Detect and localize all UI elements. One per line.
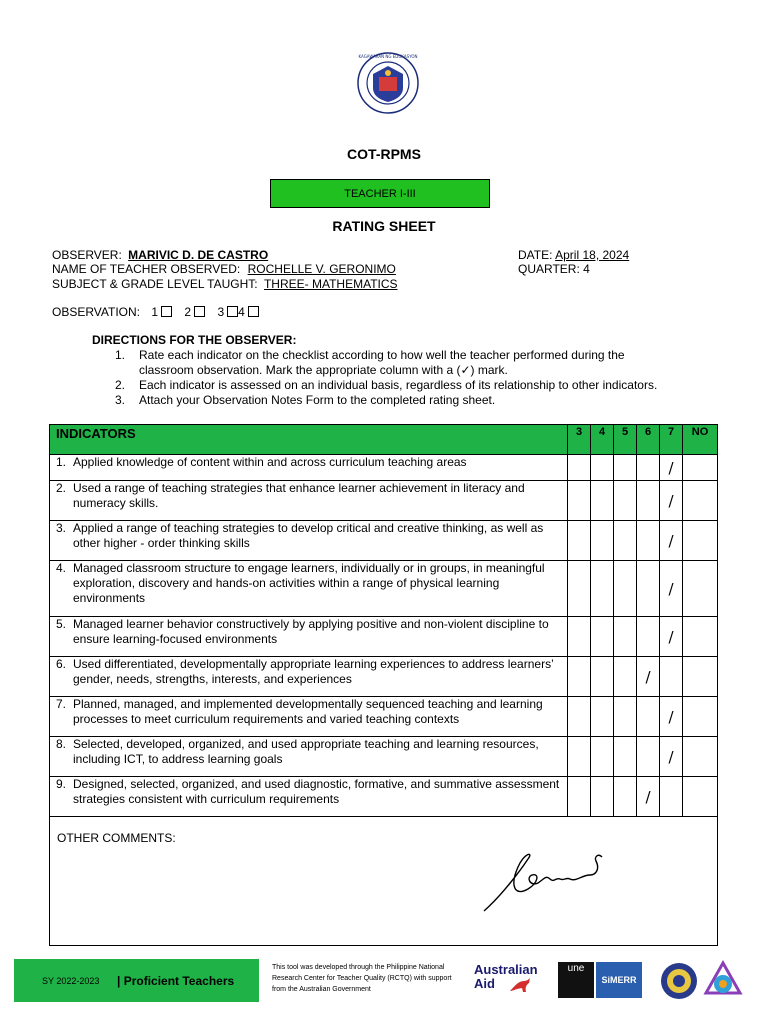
indicator-number: 7.	[56, 697, 67, 711]
rating-cell-3[interactable]	[568, 697, 591, 737]
direction-number: 3.	[115, 393, 126, 407]
direction-text: Each indicator is assessed on an individual basis, regardless of its relationship to other indicators.	[139, 378, 658, 392]
column-header-no: NO	[683, 425, 718, 455]
indicators-table	[49, 424, 718, 946]
rating-cell-no[interactable]	[683, 617, 718, 657]
rating-cell-7[interactable]	[660, 455, 683, 481]
rating-cell-4[interactable]	[591, 657, 614, 697]
rating-cell-4[interactable]	[591, 697, 614, 737]
rating-cell-7[interactable]	[660, 657, 683, 697]
rating-cell-no[interactable]	[683, 561, 718, 617]
indicator-number: 3.	[56, 521, 67, 535]
quarter-line: QUARTER: 4	[518, 262, 590, 276]
observation-checkbox-4[interactable]	[248, 306, 259, 317]
rating-cell-5[interactable]	[614, 455, 637, 481]
indicator-row	[50, 561, 718, 617]
rating-cell-7[interactable]	[660, 697, 683, 737]
rating-cell-3[interactable]	[568, 561, 591, 617]
observer-signature	[480, 845, 605, 917]
rating-cell-no[interactable]	[683, 455, 718, 481]
teacher-name: ROCHELLE V. GERONIMO	[247, 262, 396, 276]
observation-checkbox-3[interactable]	[227, 306, 238, 317]
comments-row	[50, 817, 718, 946]
rating-cell-4[interactable]	[591, 617, 614, 657]
observation-option-3-label: 3	[217, 305, 225, 319]
rating-cell-5[interactable]	[614, 777, 637, 817]
observer-name: MARIVIC D. DE CASTRO	[128, 248, 269, 262]
indicator-text-cell	[50, 737, 568, 777]
rating-cell-no[interactable]	[683, 697, 718, 737]
indicator-content	[56, 617, 561, 647]
indicator-text: Selected, developed, organized, and used appropriate teaching and learning resources, including ICT, to address learning goals	[73, 737, 539, 766]
rating-cell-6[interactable]	[637, 561, 660, 617]
direction-item	[115, 378, 675, 393]
direction-item	[115, 393, 675, 408]
sheet-title: RATING SHEET	[332, 218, 436, 234]
indicator-content	[56, 561, 561, 606]
deped-seal-logo	[357, 52, 419, 114]
australian-aid-logo	[474, 963, 538, 991]
smerr-logo-text: SiMERR	[601, 975, 637, 985]
indicator-row	[50, 455, 718, 481]
subject-value: THREE- MATHEMATICS	[263, 277, 398, 291]
direction-text: Attach your Observation Notes Form to the completed rating sheet.	[139, 393, 496, 407]
rating-mark: /	[668, 579, 674, 598]
aus-aid-line-2: Aid	[474, 976, 495, 991]
table-header-row	[50, 425, 718, 455]
subject-label: SUBJECT & GRADE LEVEL TAUGHT:	[52, 277, 258, 291]
rctq-logo	[702, 960, 744, 1002]
indicator-row	[50, 521, 718, 561]
teacher-level-badge: TEACHER I-III	[270, 179, 490, 208]
indicator-number: 5.	[56, 617, 67, 631]
observation-row	[52, 305, 268, 319]
direction-number: 1.	[115, 348, 126, 362]
rating-cell-6[interactable]	[637, 737, 660, 777]
date-line	[518, 248, 629, 262]
observation-checkbox-1[interactable]	[161, 306, 172, 317]
observation-checkbox-2[interactable]	[194, 306, 205, 317]
rating-cell-3[interactable]	[568, 737, 591, 777]
rating-mark: /	[645, 787, 651, 806]
rating-cell-5[interactable]	[614, 697, 637, 737]
date-value: April 18, 2024	[555, 248, 630, 262]
rating-cell-7[interactable]	[660, 617, 683, 657]
rating-cell-no[interactable]	[683, 481, 718, 521]
rating-cell-no[interactable]	[683, 737, 718, 777]
indicator-content	[56, 455, 561, 470]
indicator-text-cell	[50, 657, 568, 697]
rating-cell-4[interactable]	[591, 455, 614, 481]
rating-cell-3[interactable]	[568, 777, 591, 817]
indicator-row	[50, 737, 718, 777]
indicator-number: 8.	[56, 737, 67, 751]
indicator-text: Managed learner behavior constructively by applying positive and non-violent discipline to ensure learning-focused environments	[73, 617, 549, 646]
form-title: COT-RPMS	[347, 146, 421, 162]
rating-cell-6[interactable]	[637, 481, 660, 521]
rating-cell-no[interactable]	[683, 777, 718, 817]
indicator-row	[50, 481, 718, 521]
teacher-label: NAME OF TEACHER OBSERVED:	[52, 262, 241, 276]
indicator-row	[50, 617, 718, 657]
rating-cell-7[interactable]	[660, 521, 683, 561]
direction-number: 2.	[115, 378, 126, 392]
subject-line	[52, 277, 398, 291]
rating-cell-5[interactable]	[614, 617, 637, 657]
aus-aid-line-1: Australian	[474, 962, 538, 977]
directions-list	[115, 348, 675, 408]
rating-cell-6[interactable]	[637, 521, 660, 561]
observation-label: OBSERVATION:	[52, 305, 141, 319]
indicator-number: 9.	[56, 777, 67, 791]
rating-cell-no[interactable]	[683, 657, 718, 697]
audience-label: | Proficient Teachers	[117, 974, 235, 988]
rating-cell-4[interactable]	[591, 777, 614, 817]
rating-cell-6[interactable]	[637, 657, 660, 697]
development-note: This tool was developed through the Philippine National Research Center for Teacher Quality (RCTQ) with support from the Australian Government	[272, 964, 452, 993]
rating-cell-7[interactable]	[660, 737, 683, 777]
rating-cell-4[interactable]	[591, 737, 614, 777]
direction-item	[115, 348, 675, 378]
indicator-text: Used differentiated, developmentally appropriate learning experiences to address learners’ gender, needs, strengths, interests, and experiences	[73, 657, 554, 686]
observation-option-2-label: 2	[184, 305, 192, 319]
rating-cell-3[interactable]	[568, 617, 591, 657]
smerr-logo	[596, 962, 642, 998]
rating-mark: /	[668, 707, 674, 726]
rating-cell-4[interactable]	[591, 521, 614, 561]
rating-cell-3[interactable]	[568, 455, 591, 481]
indicator-row	[50, 777, 718, 817]
rating-mark: /	[668, 627, 674, 646]
indicator-text-cell	[50, 697, 568, 737]
rating-cell-5[interactable]	[614, 737, 637, 777]
indicator-content	[56, 697, 561, 727]
rating-cell-7[interactable]	[660, 561, 683, 617]
rating-cell-5[interactable]	[614, 657, 637, 697]
indicator-content	[56, 657, 561, 687]
column-header-5: 5	[614, 425, 637, 455]
svg-text:KAGAWARAN NG EDUKASYON: KAGAWARAN NG EDUKASYON	[358, 54, 418, 59]
indicator-content	[56, 521, 561, 551]
indicator-number: 4.	[56, 561, 67, 575]
university-seal-logo	[660, 962, 698, 1000]
rating-mark: /	[645, 667, 651, 686]
une-logo	[558, 962, 594, 998]
directions-heading: DIRECTIONS FOR THE OBSERVER:	[92, 333, 297, 347]
rating-cell-3[interactable]	[568, 657, 591, 697]
une-logo-text: une	[567, 963, 585, 974]
rating-cell-4[interactable]	[591, 481, 614, 521]
indicator-row	[50, 657, 718, 697]
rating-cell-7[interactable]	[660, 481, 683, 521]
indicator-text: Planned, managed, and implemented developmentally sequenced teaching and learning processes to meet curriculum requirements and varied teaching contexts	[73, 697, 543, 726]
rating-mark: /	[668, 747, 674, 766]
direction-text: Rate each indicator on the checklist according to how well the teacher performed during the classroom observation. Mark the appropriate column with a (✓) mark.	[139, 348, 625, 377]
rating-mark: /	[668, 531, 674, 550]
date-label: DATE:	[518, 248, 553, 262]
indicator-number: 2.	[56, 481, 67, 495]
indicator-text-cell	[50, 617, 568, 657]
column-header-6: 6	[637, 425, 660, 455]
comments-label: OTHER COMMENTS:	[57, 831, 176, 845]
rating-cell-6[interactable]	[637, 617, 660, 657]
comments-cell[interactable]	[50, 817, 718, 946]
column-header-4: 4	[591, 425, 614, 455]
school-year: SY 2022-2023	[42, 976, 100, 986]
indicators-header: INDICATORS	[50, 425, 568, 455]
indicator-text: Designed, selected, organized, and used diagnostic, formative, and summative assessment strategies consistent with curriculum requirements	[73, 777, 560, 806]
rating-cell-5[interactable]	[614, 521, 637, 561]
indicator-text-cell	[50, 455, 568, 481]
rating-cell-6[interactable]	[637, 697, 660, 737]
kangaroo-icon	[508, 977, 532, 993]
rating-cell-5[interactable]	[614, 481, 637, 521]
rating-cell-7[interactable]	[660, 777, 683, 817]
rating-cell-5[interactable]	[614, 561, 637, 617]
rating-cell-no[interactable]	[683, 521, 718, 561]
observer-line	[52, 248, 268, 262]
indicator-text: Applied a range of teaching strategies to develop critical and creative thinking, as well as other higher - order thinking skills	[73, 521, 544, 550]
rating-mark: /	[668, 458, 674, 477]
observer-label: OBSERVER:	[52, 248, 122, 262]
observation-option-1-label: 1	[151, 305, 159, 319]
column-header-7: 7	[660, 425, 683, 455]
rating-mark: /	[668, 491, 674, 510]
observation-option-4-label: 4	[238, 305, 245, 319]
indicator-number: 6.	[56, 657, 67, 671]
rating-cell-6[interactable]	[637, 777, 660, 817]
indicator-content	[56, 737, 561, 767]
column-header-3: 3	[568, 425, 591, 455]
indicator-content	[56, 777, 561, 807]
indicator-text: Managed classroom structure to engage learners, individually or in groups, in meaningful exploration, discovery and hands-on activities within a range of physical learning environments	[73, 561, 545, 605]
rating-cell-6[interactable]	[637, 455, 660, 481]
indicator-row	[50, 697, 718, 737]
indicator-text-cell	[50, 561, 568, 617]
indicator-text-cell	[50, 777, 568, 817]
indicator-text: Applied knowledge of content within and across curriculum teaching areas	[73, 455, 467, 469]
teacher-line	[52, 262, 396, 276]
indicator-content	[56, 481, 561, 511]
rating-cell-3[interactable]	[568, 481, 591, 521]
indicator-text: Used a range of teaching strategies that enhance learner achievement in literacy and numeracy skills.	[73, 481, 525, 510]
indicator-text-cell	[50, 521, 568, 561]
indicator-text-cell	[50, 481, 568, 521]
rating-cell-4[interactable]	[591, 561, 614, 617]
rating-cell-3[interactable]	[568, 521, 591, 561]
indicator-number: 1.	[56, 455, 67, 469]
